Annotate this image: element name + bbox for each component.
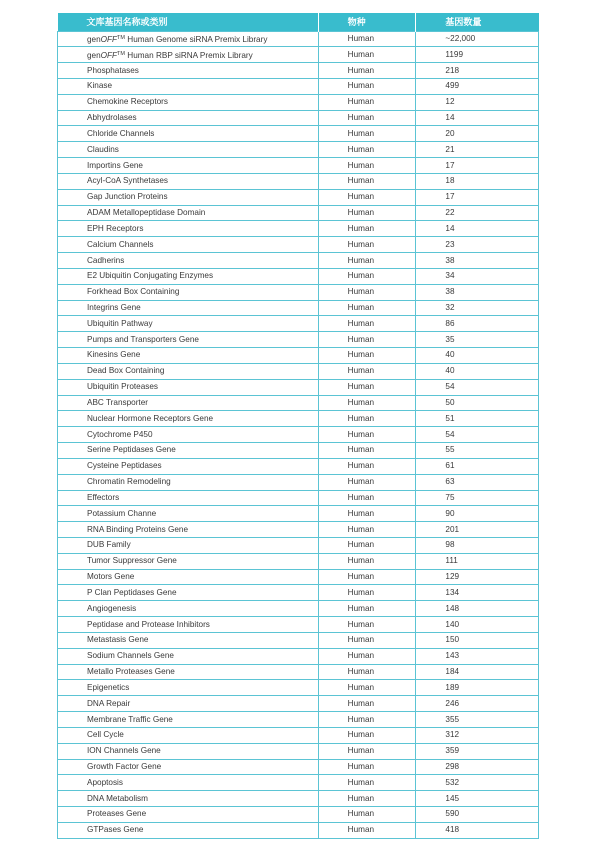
table-row (58, 348, 539, 364)
trademark-superscript: TM (117, 34, 125, 41)
cell-gene-count: 129 (416, 569, 539, 585)
cell-species: Human (318, 569, 416, 585)
cell-library-name: Forkhead Box Containing (58, 284, 319, 300)
table-row (58, 696, 539, 712)
cell-gene-count: 86 (416, 316, 539, 332)
cell-species: Human (318, 680, 416, 696)
table-row (58, 585, 539, 601)
cell-library-name: ION Channels Gene (58, 743, 319, 759)
cell-species: Human (318, 379, 416, 395)
cell-species: Human (318, 126, 416, 142)
cell-library-name: Acyl-CoA Synthetases (58, 173, 319, 189)
cell-gene-count: 23 (416, 237, 539, 253)
cell-species: Human (318, 727, 416, 743)
cell-library-name: Chromatin Remodeling (58, 474, 319, 490)
table-row (58, 395, 539, 411)
name-brand: OFF (100, 34, 118, 44)
cell-library-name: Dead Box Containing (58, 363, 319, 379)
cell-gene-count: 40 (416, 363, 539, 379)
cell-library-name: Pumps and Transporters Gene (58, 332, 319, 348)
header-library-name: 文库基因名称或类别 (58, 13, 319, 31)
table-row (58, 680, 539, 696)
cell-species: Human (318, 63, 416, 79)
cell-library-name: Apoptosis (58, 775, 319, 791)
cell-library-name: Membrane Traffic Gene (58, 712, 319, 728)
table-row (58, 553, 539, 569)
cell-species: Human (318, 775, 416, 791)
cell-library-name: Claudins (58, 142, 319, 158)
cell-library-name: Peptidase and Protease Inhibitors (58, 617, 319, 633)
cell-gene-count: 134 (416, 585, 539, 601)
cell-species: Human (318, 443, 416, 459)
table-row (58, 490, 539, 506)
cell-gene-count: 63 (416, 474, 539, 490)
cell-species: Human (318, 284, 416, 300)
name-brand: OFF (100, 50, 118, 60)
cell-gene-count: 201 (416, 522, 539, 538)
table-row (58, 807, 539, 823)
table-row (58, 126, 539, 142)
cell-species: Human (318, 664, 416, 680)
cell-species: Human (318, 395, 416, 411)
cell-library-name: DNA Metabolism (58, 791, 319, 807)
cell-gene-count: 38 (416, 253, 539, 269)
cell-species: Human (318, 348, 416, 364)
cell-gene-count: 90 (416, 506, 539, 522)
cell-library-name: GTPases Gene (58, 822, 319, 838)
cell-species: Human (318, 332, 416, 348)
cell-gene-count: 590 (416, 807, 539, 823)
trademark-superscript: TM (117, 50, 125, 57)
cell-library-name: Metastasis Gene (58, 632, 319, 648)
table-row (58, 632, 539, 648)
cell-species: Human (318, 411, 416, 427)
table-row (58, 142, 539, 158)
cell-library-name: Ubiquitin Proteases (58, 379, 319, 395)
cell-species: Human (318, 316, 416, 332)
cell-library-name: Angiogenesis (58, 601, 319, 617)
table-row (58, 268, 539, 284)
table-row (58, 379, 539, 395)
cell-species: Human (318, 205, 416, 221)
cell-species: Human (318, 474, 416, 490)
table-row (58, 601, 539, 617)
cell-species: Human (318, 173, 416, 189)
cell-gene-count: 246 (416, 696, 539, 712)
cell-species: Human (318, 189, 416, 205)
cell-library-name: Cell Cycle (58, 727, 319, 743)
cell-species: Human (318, 822, 416, 838)
table-row (58, 427, 539, 443)
cell-species: Human (318, 363, 416, 379)
cell-gene-count: 34 (416, 268, 539, 284)
cell-species: Human (318, 712, 416, 728)
cell-species: Human (318, 585, 416, 601)
cell-species: Human (318, 110, 416, 126)
cell-gene-count: 312 (416, 727, 539, 743)
name-rest: Human Genome siRNA Premix Library (125, 34, 268, 44)
table-row (58, 110, 539, 126)
table-row (58, 506, 539, 522)
cell-species: Human (318, 601, 416, 617)
cell-species: Human (318, 807, 416, 823)
cell-library-name: Epigenetics (58, 680, 319, 696)
table-row (58, 316, 539, 332)
cell-library-name: Integrins Gene (58, 300, 319, 316)
table-row (58, 743, 539, 759)
table-row (58, 522, 539, 538)
cell-library-name: Cadherins (58, 253, 319, 269)
header-row (58, 13, 539, 31)
table-row (58, 458, 539, 474)
name-prefix: gen (87, 34, 101, 44)
cell-library-name: ABC Transporter (58, 395, 319, 411)
cell-species: Human (318, 268, 416, 284)
cell-library-name: Nuclear Hormone Receptors Gene (58, 411, 319, 427)
cell-species: Human (318, 300, 416, 316)
table-header (58, 13, 539, 31)
cell-gene-count: 75 (416, 490, 539, 506)
cell-gene-count: 218 (416, 63, 539, 79)
cell-library-name: DUB Family (58, 538, 319, 554)
cell-species: Human (318, 94, 416, 110)
table-row (58, 648, 539, 664)
cell-gene-count: 61 (416, 458, 539, 474)
table-row (58, 664, 539, 680)
cell-gene-count: 532 (416, 775, 539, 791)
cell-library-name: ADAM Metallopeptidase Domain (58, 205, 319, 221)
cell-library-name: Motors Gene (58, 569, 319, 585)
cell-gene-count: 111 (416, 553, 539, 569)
cell-gene-count: 35 (416, 332, 539, 348)
table-row (58, 822, 539, 838)
cell-library-name: Kinesins Gene (58, 348, 319, 364)
cell-library-name: Importins Gene (58, 158, 319, 174)
cell-gene-count: 18 (416, 173, 539, 189)
cell-gene-count: 54 (416, 379, 539, 395)
cell-library-name: Growth Factor Gene (58, 759, 319, 775)
cell-gene-count: 12 (416, 94, 539, 110)
cell-gene-count: 98 (416, 538, 539, 554)
cell-species: Human (318, 759, 416, 775)
cell-library-name: Serine Peptidases Gene (58, 443, 319, 459)
name-rest: Human RBP siRNA Premix Library (125, 50, 253, 60)
header-gene-count: 基因数量 (445, 17, 482, 28)
cell-species: Human (318, 158, 416, 174)
table-row (58, 253, 539, 269)
table-row (58, 617, 539, 633)
cell-gene-count: 143 (416, 648, 539, 664)
cell-gene-count: 32 (416, 300, 539, 316)
cell-library-name: Chloride Channels (58, 126, 319, 142)
cell-gene-count: ~22,000 (416, 31, 539, 47)
cell-gene-count: 17 (416, 158, 539, 174)
table-row (58, 47, 539, 63)
table-row (58, 205, 539, 221)
cell-library-name: Cysteine Peptidases (58, 458, 319, 474)
header-species: 物种 (318, 13, 416, 31)
table-row (58, 775, 539, 791)
cell-gene-count: 55 (416, 443, 539, 459)
cell-gene-count: 184 (416, 664, 539, 680)
name-prefix: gen (87, 50, 101, 60)
cell-library-name: DNA Repair (58, 696, 319, 712)
cell-library-name: Abhydrolases (58, 110, 319, 126)
table-row (58, 63, 539, 79)
cell-gene-count: 150 (416, 632, 539, 648)
table-row (58, 727, 539, 743)
table-row (58, 411, 539, 427)
table-row (58, 284, 539, 300)
cell-gene-count: 51 (416, 411, 539, 427)
cell-gene-count: 148 (416, 601, 539, 617)
cell-library-name (58, 47, 319, 63)
cell-library-name: P Clan Peptidases Gene (58, 585, 319, 601)
cell-library-name: Ubiquitin Pathway (58, 316, 319, 332)
cell-gene-count: 145 (416, 791, 539, 807)
cell-library-name: EPH Receptors (58, 221, 319, 237)
cell-gene-count: 20 (416, 126, 539, 142)
cell-library-name: Gap Junction Proteins (58, 189, 319, 205)
cell-species: Human (318, 553, 416, 569)
table-row (58, 78, 539, 94)
table-row (58, 221, 539, 237)
cell-library-name: Tumor Suppressor Gene (58, 553, 319, 569)
cell-species: Human (318, 47, 416, 63)
table-row (58, 158, 539, 174)
cell-species: Human (318, 253, 416, 269)
library-table (57, 13, 539, 839)
cell-species: Human (318, 427, 416, 443)
cell-species: Human (318, 617, 416, 633)
cell-gene-count: 1199 (416, 47, 539, 63)
cell-species: Human (318, 538, 416, 554)
cell-library-name: Calcium Channels (58, 237, 319, 253)
table-row (58, 94, 539, 110)
table-row (58, 569, 539, 585)
cell-species: Human (318, 221, 416, 237)
cell-library-name: RNA Binding Proteins Gene (58, 522, 319, 538)
cell-species: Human (318, 237, 416, 253)
cell-gene-count: 54 (416, 427, 539, 443)
cell-gene-count: 21 (416, 142, 539, 158)
table-row (58, 443, 539, 459)
cell-species: Human (318, 648, 416, 664)
cell-library-name: E2 Ubiquitin Conjugating Enzymes (58, 268, 319, 284)
cell-gene-count: 189 (416, 680, 539, 696)
cell-gene-count: 50 (416, 395, 539, 411)
cell-library-name: Phosphatases (58, 63, 319, 79)
table-row (58, 474, 539, 490)
cell-species: Human (318, 522, 416, 538)
cell-library-name: Metallo Proteases Gene (58, 664, 319, 680)
cell-gene-count: 38 (416, 284, 539, 300)
cell-species: Human (318, 506, 416, 522)
cell-gene-count: 17 (416, 189, 539, 205)
cell-library-name: Chemokine Receptors (58, 94, 319, 110)
cell-gene-count: 499 (416, 78, 539, 94)
cell-gene-count: 298 (416, 759, 539, 775)
table-body (58, 31, 539, 838)
table-row (58, 189, 539, 205)
table-row (58, 237, 539, 253)
cell-gene-count: 14 (416, 221, 539, 237)
cell-library-name: Kinase (58, 78, 319, 94)
cell-gene-count: 22 (416, 205, 539, 221)
cell-library-name: Potassium Channe (58, 506, 319, 522)
cell-library-name: Effectors (58, 490, 319, 506)
cell-gene-count: 40 (416, 348, 539, 364)
cell-species: Human (318, 142, 416, 158)
cell-species: Human (318, 490, 416, 506)
table-row (58, 791, 539, 807)
table-row (58, 712, 539, 728)
table-row (58, 173, 539, 189)
cell-library-name: Sodium Channels Gene (58, 648, 319, 664)
cell-gene-count: 418 (416, 822, 539, 838)
cell-species: Human (318, 632, 416, 648)
cell-species: Human (318, 696, 416, 712)
cell-gene-count: 359 (416, 743, 539, 759)
cell-species: Human (318, 78, 416, 94)
cell-gene-count: 140 (416, 617, 539, 633)
table-row (58, 332, 539, 348)
table-row (58, 300, 539, 316)
cell-species: Human (318, 791, 416, 807)
cell-library-name: Cytochrome P450 (58, 427, 319, 443)
cell-species: Human (318, 458, 416, 474)
cell-species: Human (318, 743, 416, 759)
table-row (58, 363, 539, 379)
table-row (58, 538, 539, 554)
cell-gene-count: 14 (416, 110, 539, 126)
table-row (58, 759, 539, 775)
cell-species: Human (318, 31, 416, 47)
table-row (58, 31, 539, 47)
cell-library-name (58, 31, 319, 47)
cell-gene-count: 355 (416, 712, 539, 728)
cell-library-name: Proteases Gene (58, 807, 319, 823)
